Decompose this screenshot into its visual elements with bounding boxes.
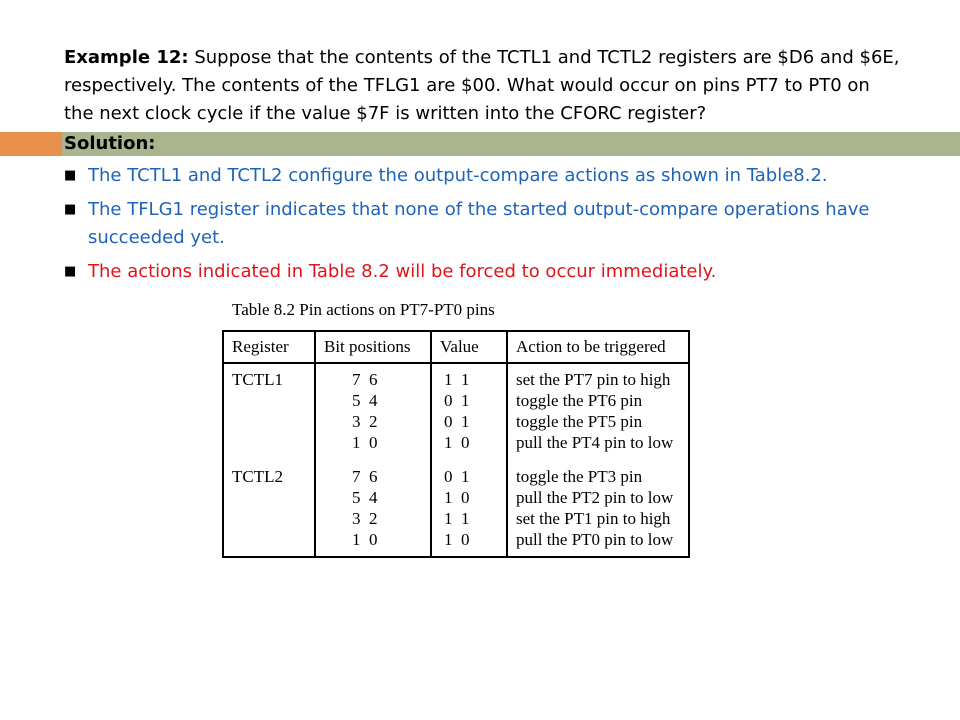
bits-cell: 3 2 bbox=[315, 411, 431, 432]
solution-bullets bbox=[64, 162, 884, 292]
square-bullet-icon: ■ bbox=[64, 168, 77, 183]
register-cell: TCTL2 bbox=[223, 466, 315, 487]
action-cell: pull the PT4 pin to low bbox=[516, 433, 674, 452]
action-cell: toggle the PT6 pin bbox=[516, 391, 643, 410]
table-row bbox=[223, 363, 689, 390]
bullet-text: The TFLG1 register indicates that none of the started output-compare operations have succeeded yet. bbox=[88, 199, 870, 248]
bits-cell: 5 4 bbox=[315, 487, 431, 508]
bits-cell: 7 6 bbox=[315, 363, 431, 390]
register-cell: TCTL1 bbox=[223, 363, 315, 390]
header-bit-positions: Bit positions bbox=[315, 331, 431, 363]
action-cell: pull the PT2 pin to low bbox=[516, 488, 674, 507]
action-cell: pull the PT0 pin to low bbox=[516, 530, 674, 549]
bullet-item bbox=[64, 196, 884, 252]
bits-cell: 7 6 bbox=[315, 466, 431, 487]
example-heading: Example 12: bbox=[64, 47, 189, 68]
header-action: Action to be triggered bbox=[507, 331, 689, 363]
action-cell: toggle the PT3 pin bbox=[516, 467, 643, 486]
header-register: Register bbox=[223, 331, 315, 363]
table-header-row bbox=[223, 331, 689, 363]
table-row bbox=[223, 508, 689, 529]
action-cell: set the PT1 pin to high bbox=[516, 509, 671, 528]
solution-bar bbox=[62, 132, 960, 156]
table-row bbox=[223, 466, 689, 487]
value-cell: 1 1 bbox=[431, 508, 507, 529]
table-row bbox=[223, 411, 689, 432]
pin-actions-table bbox=[222, 330, 690, 558]
value-cell: 1 0 bbox=[431, 529, 507, 557]
bullet-item bbox=[64, 258, 884, 286]
group-spacer bbox=[223, 456, 689, 466]
bullet-text: The actions indicated in Table 8.2 will be forced to occur immediately. bbox=[88, 261, 717, 282]
bullet-text: The TCTL1 and TCTL2 configure the output-compare actions as shown in Table8.2. bbox=[88, 165, 828, 186]
bits-cell: 3 2 bbox=[315, 508, 431, 529]
table-caption: Table 8.2 Pin actions on PT7-PT0 pins bbox=[232, 300, 495, 319]
value-cell: 0 1 bbox=[431, 390, 507, 411]
value-cell: 0 1 bbox=[431, 411, 507, 432]
value-cell: 1 0 bbox=[431, 432, 507, 456]
table-row bbox=[223, 390, 689, 411]
table-figure bbox=[222, 300, 690, 558]
square-bullet-icon: ■ bbox=[64, 264, 77, 279]
table-row bbox=[223, 529, 689, 557]
square-bullet-icon: ■ bbox=[64, 202, 77, 217]
action-cell: toggle the PT5 pin bbox=[516, 412, 643, 431]
bullet-item bbox=[64, 162, 884, 190]
problem-statement bbox=[64, 44, 904, 128]
bits-cell: 5 4 bbox=[315, 390, 431, 411]
value-cell: 1 0 bbox=[431, 487, 507, 508]
value-cell: 1 1 bbox=[431, 363, 507, 390]
solution-label: Solution: bbox=[64, 133, 156, 154]
accent-bar bbox=[0, 132, 62, 156]
bits-cell: 1 0 bbox=[315, 529, 431, 557]
table-row bbox=[223, 432, 689, 456]
header-value: Value bbox=[431, 331, 507, 363]
action-cell: set the PT7 pin to high bbox=[516, 370, 671, 389]
bits-cell: 1 0 bbox=[315, 432, 431, 456]
value-cell: 0 1 bbox=[431, 466, 507, 487]
problem-text: Suppose that the contents of the TCTL1 and TCTL2 registers are $D6 and $6E, respectively. The contents of the TFLG1 are $00. What would occur on pins PT7 to PT0 on the next clock cycle if the value $7F is written into the CFORC register? bbox=[64, 47, 900, 124]
table-row bbox=[223, 487, 689, 508]
